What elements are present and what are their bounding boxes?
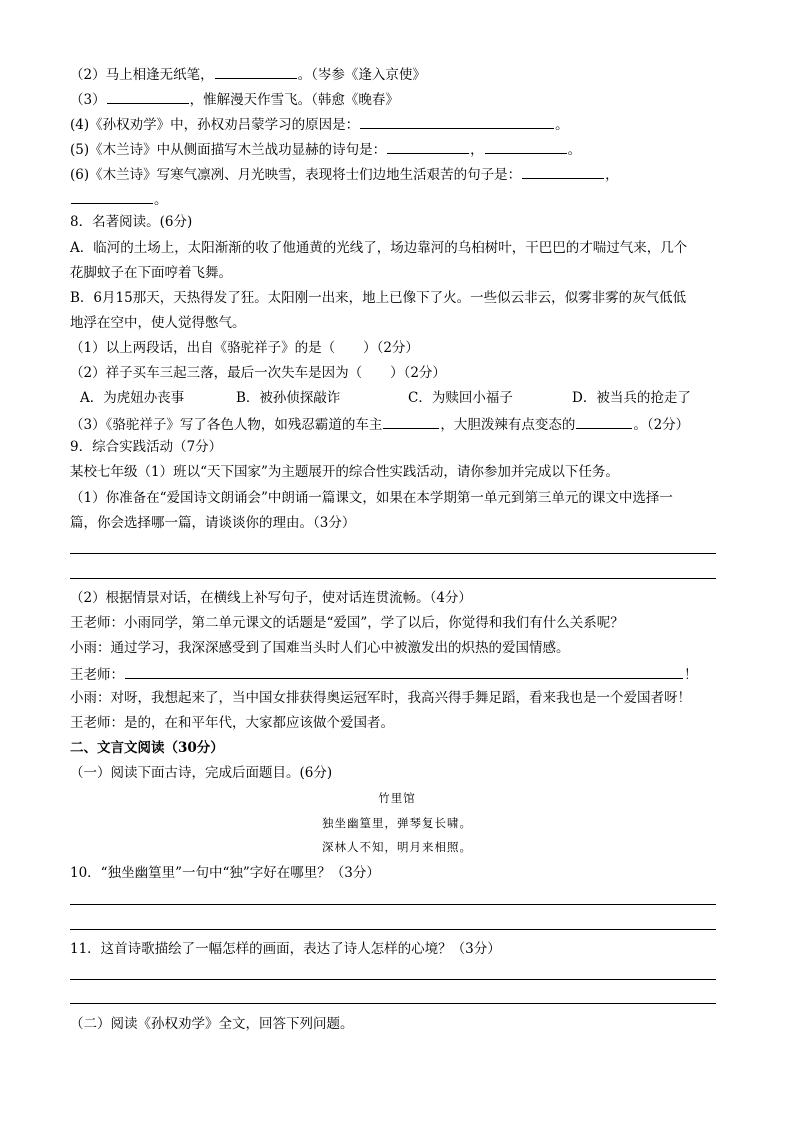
- poem-line-2: 深林人不知，明月来相照。: [322, 840, 472, 854]
- section-2-part-2: （二）阅读《孙权劝学》全文，回答下列问题。: [70, 1016, 354, 1032]
- q11: 11．这首诗歌描绘了一幅怎样的画面，表达了诗人怎样的心境？（3分）: [70, 941, 501, 957]
- dialog-line-3: [70, 664, 720, 684]
- q8-sub-1: [70, 339, 720, 357]
- dialog-line-4: 小雨：对呀，我想起来了，当中国女排获得奥运冠军时，我高兴得手舞足蹈，看来我也是一个爱国者呀！: [70, 690, 691, 706]
- dialog-line-1: 王老师：小雨同学，第二单元课文的话题是“爱国”，学了以后，你觉得和我们有什么关系呢？: [70, 615, 624, 631]
- q8-sub-3: [70, 414, 720, 434]
- q8-sub-1-text: （1）以上两段话，出自《骆驼祥子》的是（: [70, 340, 336, 356]
- q7-item-2-text: （2）马上相逢无纸笔，: [70, 67, 214, 83]
- q8-heading: 8．名著阅读。(6分): [70, 214, 193, 230]
- q7-item-4-text: (4)《孙权劝学》中，孙权劝吕蒙学习的原因是：: [70, 117, 360, 133]
- answer-line[interactable]: [70, 929, 716, 930]
- q7-item-4-end: 。: [555, 117, 569, 133]
- q8-passage-a-line2: 花脚蚊子在下面哼着飞舞。: [70, 265, 232, 281]
- dialog-line-5: 王老师：是的，在和平年代，大家都应该做个爱国者。: [70, 715, 394, 731]
- option-c[interactable]: C．为赎回小福子: [408, 390, 513, 406]
- answer-blank[interactable]: [71, 189, 153, 204]
- q8-sub-1-score: ）（2分）: [363, 340, 419, 356]
- q8-sub-3-score: 。（2分）: [633, 417, 690, 433]
- option-a[interactable]: A．为虎妞办丧事: [80, 390, 185, 406]
- q8-passage-b-line2: 地浮在空中，使人觉得憋气。: [70, 315, 246, 331]
- q8-sub-2: [70, 364, 720, 382]
- q7-item-6: [70, 164, 720, 184]
- q8-sub-2-score: ）（2分）: [390, 365, 446, 381]
- q7-item-3-text: ，惟解漫天作雪飞。（韩愈《晚春》: [189, 92, 399, 108]
- q9-sub-1-line2: 篇，你会选择哪一篇，请谈谈你的理由。（3分）: [70, 515, 356, 531]
- q7-item-5-end: 。: [567, 142, 582, 158]
- answer-blank[interactable]: [383, 414, 439, 429]
- poem-title: 竹里馆: [378, 791, 416, 805]
- q7-item-3: [70, 89, 720, 109]
- q7-item-6-cont: [70, 189, 720, 209]
- q7-item-4: [70, 114, 720, 134]
- dialog-end: ！: [684, 667, 698, 683]
- q7-item-5-sep: ，: [470, 142, 484, 158]
- answer-line[interactable]: [70, 1003, 716, 1004]
- q7-item-6-text: (6)《木兰诗》写寒气凛冽、月光映雪，表现将士们边地生活艰苦的句子是：: [70, 167, 522, 183]
- answer-blank[interactable]: [576, 414, 632, 429]
- option-d[interactable]: D．被当兵的抢走了: [572, 390, 691, 406]
- q7-item-6-end: 。: [154, 192, 168, 208]
- q8-passage-a-line1: A．临河的土场上，太阳渐渐的收了他通黄的光线了，场边靠河的乌桕树叶，干巴巴的才喘过气来，几个: [70, 240, 688, 256]
- answer-line[interactable]: [70, 553, 716, 554]
- q8-options: [70, 389, 720, 407]
- q7-item-6-sep: ，: [605, 167, 619, 183]
- answer-blank[interactable]: [485, 139, 567, 154]
- section-2-part-1: （一）阅读下面古诗，完成后面题目。(6分): [70, 765, 333, 781]
- q8-sub-3-mid: ，大胆泼辣有点变态的: [440, 417, 576, 433]
- q9-sub-1-line1: （1）你准备在“爱国诗文朗诵会”中朗诵一篇课文，如果在本学期第一单元到第三单元的课文中选择一: [70, 490, 673, 506]
- option-b[interactable]: B．被孙侦探敲诈: [236, 390, 341, 406]
- answer-line[interactable]: [70, 578, 716, 579]
- dialog-line-2: 小雨：通过学习，我深深感受到了国难当头时人们心中被激发出的炽热的爱国情感。: [70, 640, 570, 656]
- answer-line[interactable]: [70, 979, 716, 980]
- answer-blank[interactable]: [125, 664, 683, 679]
- poem-line-1: 独坐幽篁里，弹琴复长啸。: [322, 816, 472, 830]
- answer-blank[interactable]: [387, 139, 469, 154]
- q9-heading: 9．综合实践活动（7分）: [70, 439, 223, 455]
- q8-sub-3-text: （3）《骆驼祥子》写了各色人物，如残忍霸道的车主: [70, 417, 383, 433]
- q8-passage-b-line1: B．6月15那天，天热得发了狂。太阳刚一出来，地上已像下了火。一些似云非云，似雾非雾的灰气低低: [70, 290, 687, 306]
- q7-item-2: [70, 64, 720, 84]
- q7-item-2-source: 。（岑参《逢入京使》: [297, 67, 426, 83]
- answer-line[interactable]: [70, 904, 716, 905]
- q7-item-3-number: （3）: [70, 92, 106, 108]
- dialog-speaker: 王老师：: [70, 667, 124, 683]
- answer-blank[interactable]: [107, 89, 189, 104]
- q10: 10．“独坐幽篁里”一句中“独”字好在哪里？（3分）: [70, 865, 380, 881]
- q9-sub-2: （2）根据情景对话，在横线上补写句子，使对话连贯流畅。（4分）: [70, 590, 472, 606]
- answer-blank[interactable]: [522, 164, 604, 179]
- answer-blank[interactable]: [360, 114, 554, 129]
- q7-item-5: [70, 139, 720, 159]
- q7-item-5-text: (5)《木兰诗》中从侧面描写木兰战功显赫的诗句是：: [70, 142, 387, 158]
- answer-blank[interactable]: [215, 64, 297, 79]
- section-2-heading: 二、文言文阅读（30分）: [70, 740, 224, 756]
- q8-sub-2-text: （2）祥子买车三起三落，最后一次失车是因为（: [70, 365, 363, 381]
- q9-intro: 某校七年级（1）班以“天下国家”为主题展开的综合性实践活动，请你参加并完成以下任务。: [70, 464, 619, 480]
